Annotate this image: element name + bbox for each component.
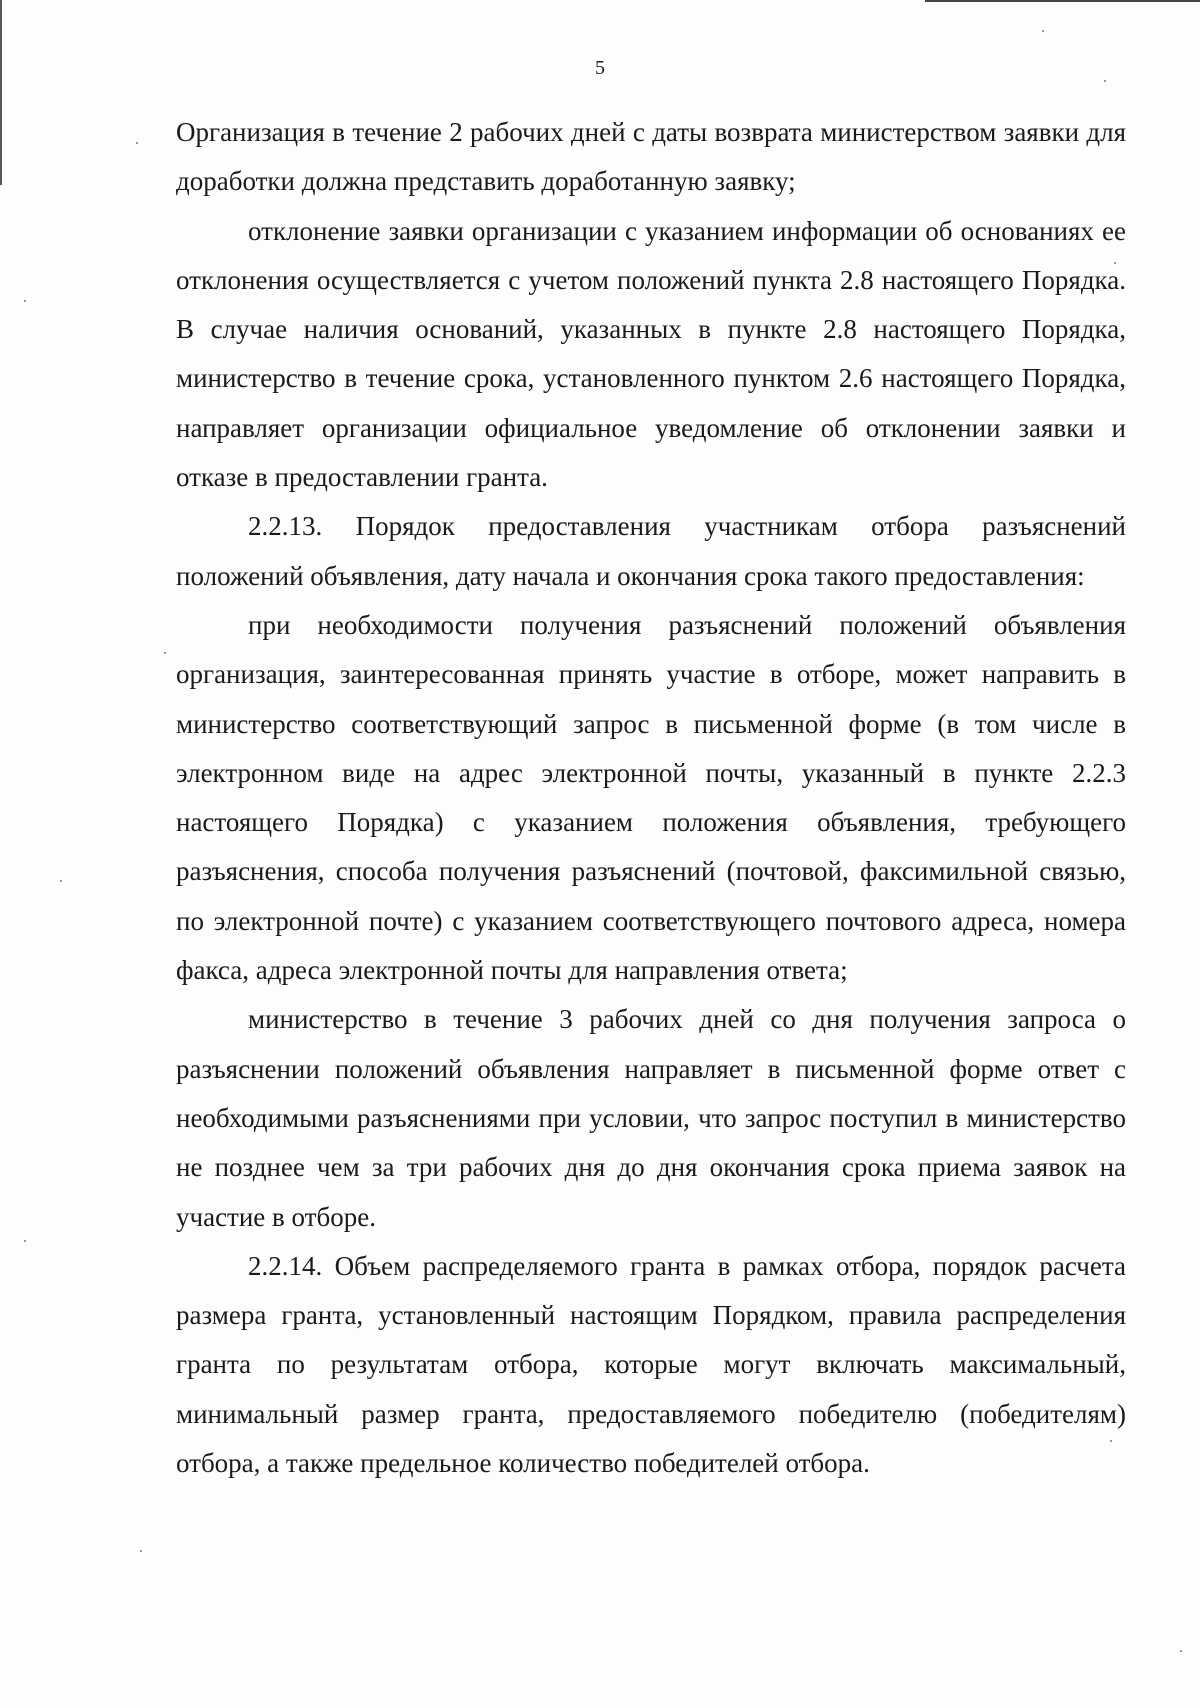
paragraph: 2.2.14. Объем распределяемого гранта в рамках отбора, порядок расчета размера гранта, установленный настоящим Порядком, правила распределения гранта по результатам отбора, которые могут включать максимальный, минимальный размер гранта, предоставляемого победителю (победителям) отбора, а также предельное количество победителей отбора. (176, 1250, 1126, 1479)
scan-speck (140, 1550, 142, 1552)
paragraph: при необходимости получения разъяснений положений объявления организация, заинтересованная принять участие в отборе, может направить в министерство соответствующий запрос в письменной форме (в том числе в электронном виде на адрес электронной почты, указанный в пункте 2.2.3 настоящего Порядка) с указанием положения объявления, требующего разъяснения, способа получения разъяснений (почтовой, факсимильной связью, по электронной почте) с указанием соответствующего почтового адреса, номера факса, адреса электронной почты для направления ответа; (176, 609, 1126, 986)
scan-left-edge (0, 0, 2, 185)
scan-speck (164, 652, 166, 654)
scan-speck (1104, 80, 1106, 82)
scan-speck (1042, 30, 1044, 32)
paragraph: отклонение заявки организации с указанием информации об основаниях ее отклонения осуществляется с учетом положений пункта 2.8 настоящего Порядка. В случае наличия оснований, указанных в пункте 2.8 настоящего Порядка, министерство в течение срока, установленного пунктом 2.6 настоящего Порядка, направляет организации официальное уведомление об отклонении заявки и отказе в предоставлении гранта. (176, 215, 1126, 493)
page-number: 5 (595, 57, 605, 79)
paragraph: 2.2.13. Порядок предоставления участникам отбора разъяснений положений объявления, дату начала и окончания срока такого предоставления: (176, 511, 1126, 591)
scan-top-edge (925, 0, 1200, 2)
scan-speck (24, 300, 26, 302)
scan-speck (60, 880, 62, 882)
paragraph: Организация в течение 2 рабочих дней с даты возврата министерством заявки для доработки должна представить доработанную заявку; (176, 117, 1126, 197)
scan-speck (1180, 1650, 1182, 1652)
document-body (176, 108, 1126, 1488)
scan-speck (24, 1240, 26, 1242)
scan-speck (136, 142, 138, 144)
paragraph: министерство в течение 3 рабочих дней со дня получения запроса о разъяснении положений объявления направляет в письменной форме ответ с необходимыми разъяснениями при условии, что запрос поступил в министерство не позднее чем за три рабочих дня до дня окончания срока приема заявок на участие в отборе. (176, 1004, 1126, 1232)
